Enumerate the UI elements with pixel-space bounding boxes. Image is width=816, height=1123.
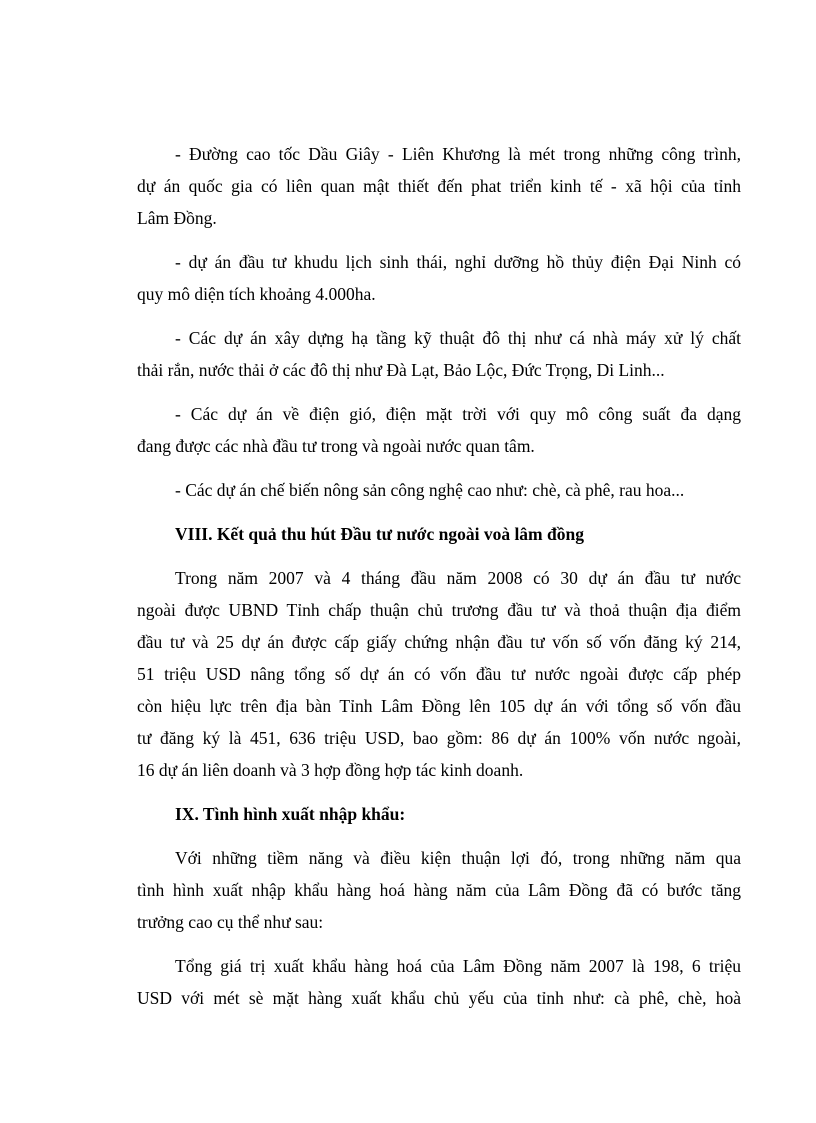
text-line: đang được các nhà đầu tư trong và ngoài nước quan tâm.	[137, 436, 535, 456]
paragraph-trade-intro	[137, 842, 741, 938]
text-line: còn hiệu lực trên địa bàn Tỉnh Lâm Đồng lên 105 dự án với tổng số vốn đầu	[137, 696, 741, 716]
text-line: thải rắn, nước thải ở các đô thị như Đà Lạt, Bảo Lộc, Đức Trọng, Di Linh...	[137, 360, 665, 380]
section-heading-ix: IX. Tình hình xuất nhập khẩu:	[175, 804, 406, 824]
paragraph-agriculture	[137, 474, 741, 506]
text-line: Tổng giá trị xuất khẩu hàng hoá của Lâm Đồng năm 2007 là 198, 6 triệu	[175, 956, 741, 976]
text-line: trưởng cao cụ thể như sau:	[137, 912, 324, 932]
section-heading-viii: VIII. Kết quả thu hút Đầu tư nước ngoài voà lâm đồng	[175, 524, 584, 544]
document-page	[137, 138, 741, 1014]
text-line: - Các dự án về điện gió, điện mặt trời với quy mô công suất đa dạng	[175, 404, 741, 424]
paragraph-export-value	[137, 950, 741, 1014]
text-line: quy mô diện tích khoảng 4.000ha.	[137, 284, 376, 304]
text-line: Trong năm 2007 và 4 tháng đầu năm 2008 có 30 dự án đầu tư nước	[175, 568, 741, 588]
paragraph-fdi-results	[137, 562, 741, 786]
text-line: - Các dự án chế biến nông sản công nghệ cao như: chè, cà phê, rau hoa...	[175, 480, 685, 500]
paragraph-highway	[137, 138, 741, 234]
text-line: - Đường cao tốc Dầu Giây - Liên Khương là mét trong những công trình,	[175, 144, 741, 164]
text-line: 16 dự án liên doanh và 3 hợp đồng hợp tác kinh doanh.	[137, 760, 524, 780]
text-line: Với những tiềm năng và điều kiện thuận lợi đó, trong những năm qua	[175, 848, 741, 868]
text-line: Lâm Đồng.	[137, 208, 217, 228]
text-line: ngoài được UBND Tỉnh chấp thuận chủ trương đầu tư và thoả thuận địa điểm	[137, 600, 741, 620]
text-line: dự án quốc gia có liên quan mật thiết đến phat triển kinh tế - xã hội của tỉnh	[137, 176, 741, 196]
text-line: - dự án đầu tư khudu lịch sinh thái, nghỉ dưỡng hồ thủy điện Đại Ninh có	[175, 252, 741, 272]
text-line: đầu tư và 25 dự án được cấp giấy chứng nhận đầu tư vốn số vốn đăng ký 214,	[137, 632, 741, 652]
paragraph-infrastructure	[137, 322, 741, 386]
paragraph-energy	[137, 398, 741, 462]
text-line: - Các dự án xây dựng hạ tầng kỹ thuật đô thị như cá nhà máy xử lý chất	[175, 328, 741, 348]
paragraph-dai-ninh	[137, 246, 741, 310]
text-line: tình hình xuất nhập khẩu hàng hoá hàng năm của Lâm Đồng đã có bước tăng	[137, 880, 741, 900]
text-line: tư đăng ký là 451, 636 triệu USD, bao gồm: 86 dự án 100% vốn nước ngoài,	[137, 728, 741, 748]
text-line: USD với mét sè mặt hàng xuất khẩu chủ yếu của tỉnh như: cà phê, chè, hoà	[137, 988, 741, 1008]
text-line: 51 triệu USD nâng tổng số dự án có vốn đầu tư nước ngoài được cấp phép	[137, 664, 741, 684]
